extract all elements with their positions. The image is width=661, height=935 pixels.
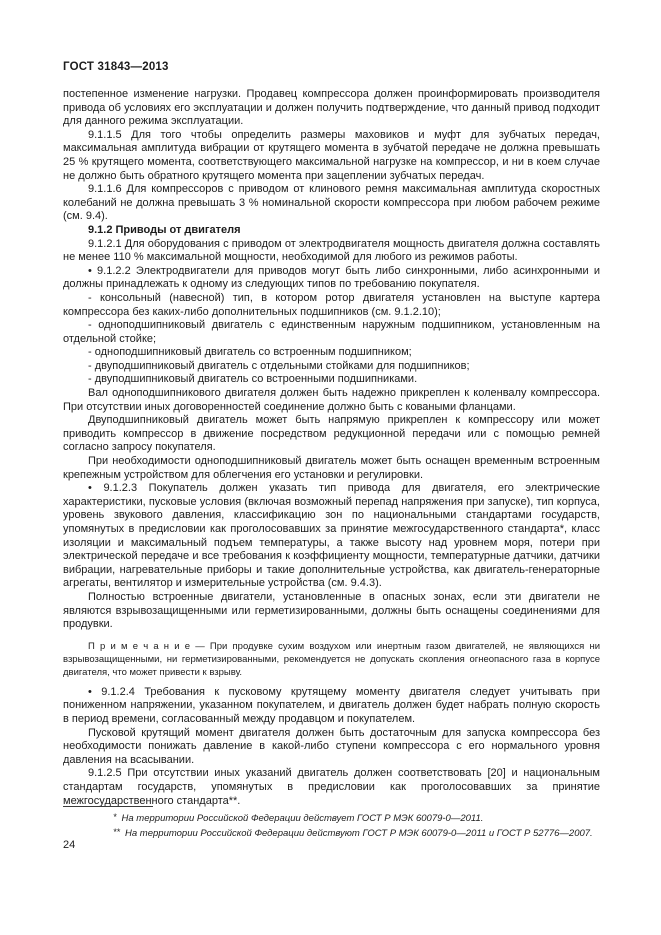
footnote-1-marker: *: [113, 812, 117, 822]
clause-9-1-1-6: 9.1.1.6 Для компрессоров с приводом от клинового ремня максимальная амплитуда скоростных колебаний не должна превышать 3 % номинальной скорости компрессора при любом рабочем режиме (см. 9.4).: [63, 183, 600, 223]
document-body: [63, 88, 600, 808]
clause-9-1-2-2: • 9.1.2.2 Электродвигатели для приводов могут быть либо синхронными, либо асинхронными и должны принадлежать к одному из следующих типов по требованию покупателя.: [63, 264, 600, 291]
paragraph-starting-torque: Пусковой крутящий момент двигателя должен быть достаточным для запуска компрессора без необходимости понижать давление в какой-либо ступени компрессора с его нормального уровня давления на всасывании.: [63, 726, 600, 766]
footnote-area: [63, 806, 600, 840]
list-item-single-bearing-external: - одноподшипниковый двигатель с единственным наружным подшипником, установленным на отдельной стойке;: [63, 319, 600, 345]
footnote-2: [63, 826, 600, 841]
footnote-1-text: На территории Российской Федерации действует ГОСТ Р МЭК 60079-0—2011.: [121, 813, 484, 824]
paragraph-two-bearing-drive: Двуподшипниковый двигатель может быть напрямую прикреплен к компрессору или может приводить компрессор в движение посредством редукционной передачи или с помощью ремней согласно запросу покупателя.: [63, 414, 600, 454]
footnote-separator: [63, 806, 153, 807]
list-item-two-bearing-builtin: - двуподшипниковый двигатель со встроенными подшипниками.: [88, 373, 418, 386]
heading-9-1-2: 9.1.2 Приводы от двигателя: [88, 223, 241, 236]
clause-9-1-2-3: • 9.1.2.3 Покупатель должен указать тип привода для двигателя, его электрические характеристики, пусковые условия (включая возможный перепад напряжения при запуске), тип корпуса, уровень звукового давления, классификацию зон по национальными стандартами государств, упомянутых в предисловии как проголосовавших за принятие межгосударственного стандарта*, класс изоляции и максимальный подъем температуры, а также высоту над уровнем моря, потери при электрической передаче и все требования к коэффициенту мощности, температурные датчики, датчики вибрации, нагревательные приборы и такие дополнительные устройства, как двигатель-генераторные агрегаты, вентилятор и измерительные устройства (см. 9.4.3).: [63, 482, 600, 590]
paragraph-shaft-attachment: Вал одноподшипникового двигателя должен быть надежно прикреплен к коленвалу компрессора. При отсутствии иных договоренностей соединение должно быть с коваными фланцами.: [63, 387, 600, 413]
list-item-single-bearing-builtin: - одноподшипниковый двигатель со встроенным подшипником;: [88, 346, 412, 359]
paragraph-continued-from-previous-page: постепенное изменение нагрузки. Продавец компрессора должен проинформировать производителя привода об условиях его эксплуатации и должен получить подтверждение, что данный привод подходит для данного режима эксплуатации.: [63, 88, 600, 128]
list-item-two-bearing-stands: - двуподшипниковый двигатель с отдельными стойками для подшипников;: [88, 359, 470, 372]
clause-9-1-2-4: • 9.1.2.4 Требования к пусковому крутящему моменту двигателя следует учитывать при пониженном напряжении, указанном покупателем, и двигатель должен будет набрать полную скорость в период времени, согласованный между продавцом и покупателем.: [63, 685, 600, 725]
note-paragraph: П р и м е ч а н и е — При продувке сухим воздухом или инертным газом двигателей, не являющихся ни взрывозащищенными, ни герметизированными, рекомендуется не допускать скопления огнеопасного газа в корпусе двигателя, что может привести к взрыву.: [63, 640, 600, 678]
clause-9-1-2-1: 9.1.2.1 Для оборудования с приводом от электродвигателя мощность двигателя должна составлять не менее 110 % максимальной мощности, необходимой для любого из режимов работы.: [63, 237, 600, 264]
paragraph-enclosed-motors-purge: Полностью встроенные двигатели, установленные в опасных зонах, если эти двигатели не являются взрывозащищенными или герметизированными, должны быть оснащены соединениями для продувки.: [63, 590, 600, 631]
page-header: ГОСТ 31843—2013: [63, 61, 169, 73]
clause-9-1-2-5: 9.1.2.5 При отсутствии иных указаний двигатель должен соответствовать [20] и национальным стандартам государств, упомянутых в предисловии как проголосовавших за принятие межгосударственного стандарта**.: [63, 767, 600, 807]
page-number: 24: [63, 839, 76, 851]
paragraph-temporary-fixture: При необходимости одноподшипниковый двигатель может быть оснащен временным встроенным крепежным устройством для облегчения его установки и регулировки.: [63, 455, 600, 481]
list-item-cantilever-type: - консольный (навесной) тип, в котором ротор двигателя установлен на выступе картера компрессора без каких-либо дополнительных подшипников (см. 9.1.2.10);: [63, 291, 600, 318]
footnote-1: [63, 811, 600, 826]
footnote-2-text: На территории Российской Федерации действуют ГОСТ Р МЭК 60079-0—2011 и ГОСТ Р 52776—2007.: [125, 827, 593, 839]
footnote-2-marker: **: [113, 826, 121, 837]
clause-9-1-1-5: 9.1.1.5 Для того чтобы определить размеры маховиков и муфт для зубчатых передач, максимальная амплитуда вибрации от крутящего момента в зубчатой передаче не должна превышать 25 % крутящего момента, соответствующего максимальной нагрузке на компрессор, и ни в коем случае не должно быть обратного крутящего момента при зацеплении зубчатых передач.: [63, 128, 600, 182]
